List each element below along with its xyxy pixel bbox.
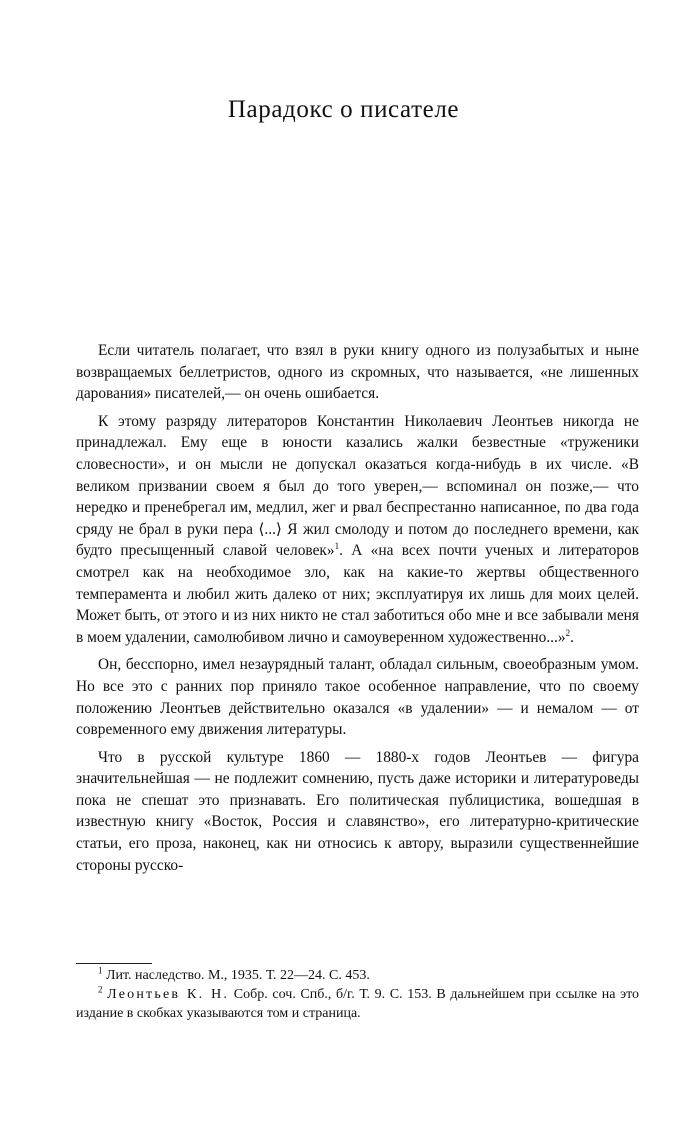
paragraph-1: Если читатель полагает, что взял в руки книгу одного из полузабытых и ныне возвращаемых беллетристов, одного из скромных, что называется, «не лишенных дарования» писателей,— он очень ошибается. — [76, 342, 639, 403]
paragraph-3: Он, бесспорно, имел незаурядный талант, обладал сильным, своеобразным умом. Но все это с ранних пор приняло такое особенное направление, что по своему положению Леонтьев действительно оказался «в удалении» — и немалом — от современного ему движения литературы. — [76, 656, 639, 739]
footnote-divider — [76, 963, 152, 964]
footnotes — [76, 966, 639, 1023]
footnote-number-1: 1 — [98, 965, 103, 976]
page-title: Парадокс о писателе — [227, 96, 460, 123]
footnote-ref-1: 1 — [334, 541, 340, 552]
paragraph-2-end: . — [570, 628, 574, 646]
footnote-2-text: Собр. соч. Спб., б/г. Т. 9. С. 153. В дальнейшем при ссылке на это издание в скобках указываются том и страница. — [76, 987, 640, 1021]
main-text — [76, 340, 639, 882]
footnote-1 — [76, 966, 639, 985]
footnote-ref-2: 2 — [565, 627, 571, 638]
footnote-2 — [76, 985, 639, 1023]
paragraph-4: Что в русской культуре 1860 — 1880-х годов Леонтьев — фигура значительнейшая — не подлежит сомнению, пусть даже историки и литературоведы пока не спешат это признавать. Его политическая публицистика, вошедшая в известную книгу «Восток, Россия и славянство», его литературно-критические статьи, его проза, наконец, как ни относись к автору, выразили существеннейшие стороны русско- — [76, 748, 639, 874]
paragraph-2-continuation: . А «на всех почти ученых и литераторов смотрел как на необходимое зло, как на какие-то жертвы общественного темперамента и любил жить далеко от них; эксплуатируя их лишь для моих целей. Может быть, от этого и из них никто не стал заботиться обо мне и все забывали меня в моем удалении, самолюбивом лично и самоуверенном художественно...» — [76, 542, 639, 646]
footnote-1-text: Лит. наследство. М., 1935. Т. 22—24. С. 453. — [102, 968, 370, 983]
paragraph-2 — [76, 411, 639, 649]
paragraph-2-text: К этому разряду литераторов Константин Николаевич Леонтьев никогда не принадлежал. Ему еще в юности казались жалки безвестные «труженики словесности», и он мысли не допускал оказаться когда-нибудь в их числе. «В великом призвании своем я был до того уверен,— вспоминал он позже,— что нередко и пренебрегал им, медлил, жег и рвал беспрестанно написанное, по два года сряду не брал в руки пера ⟨...⟩ Я жил смолоду и потом до последнего времени, как будто пресыщенный славой человек» — [76, 412, 639, 560]
footnote-number-2: 2 — [98, 984, 103, 995]
footnote-2-author: Леонтьев К. Н. — [107, 987, 230, 1002]
